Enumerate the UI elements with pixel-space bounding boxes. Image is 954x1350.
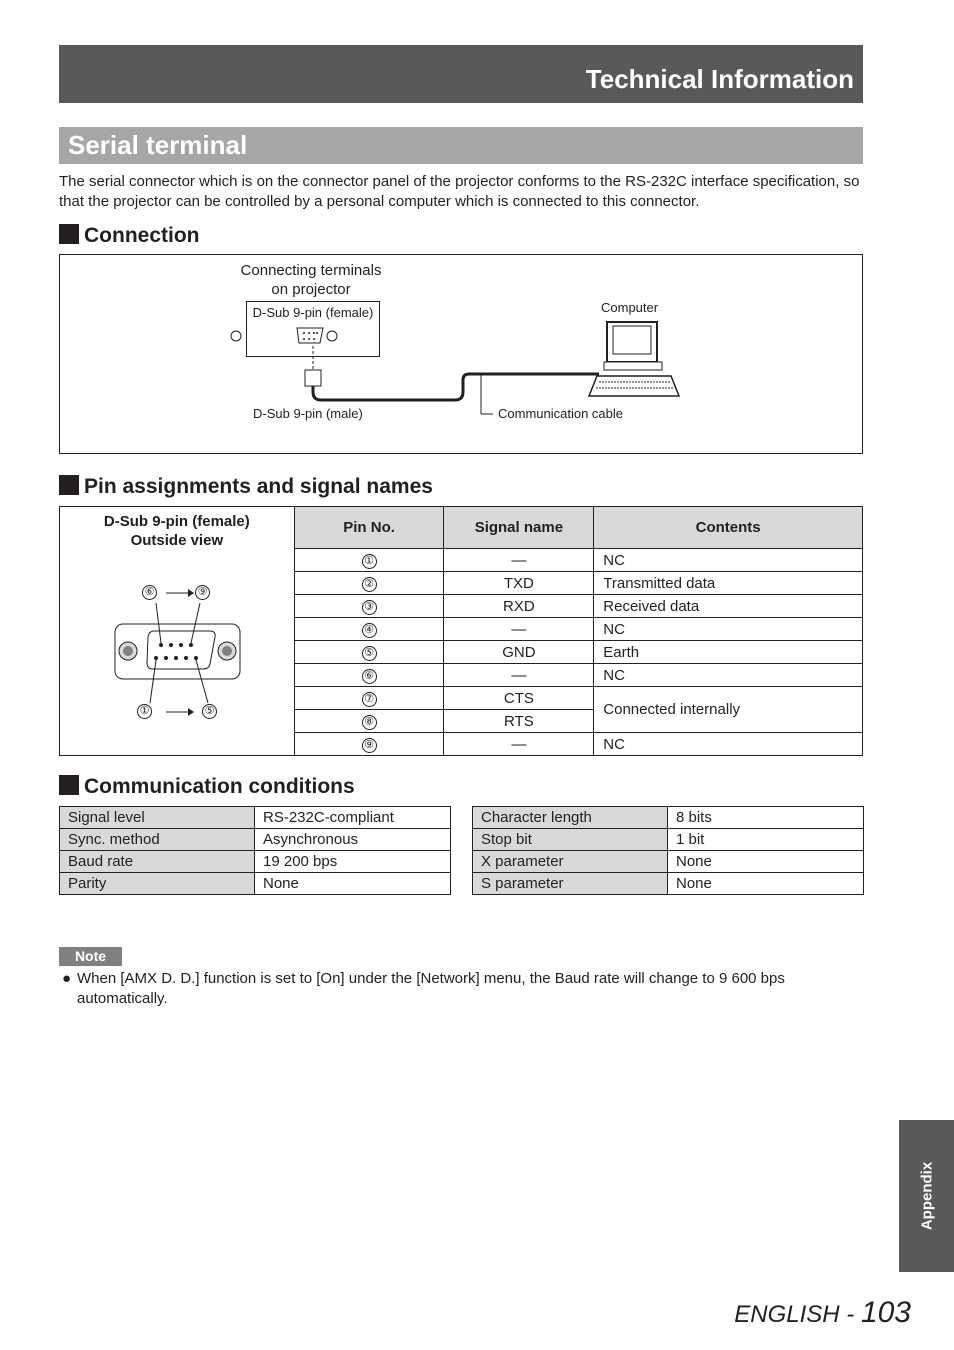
pin-number: ⑥	[362, 669, 377, 684]
pins-heading-text: Pin assignments and signal names	[84, 475, 433, 498]
signal-name: —	[444, 549, 594, 572]
condition-key: Parity	[60, 873, 255, 895]
conditions-table-left	[59, 806, 451, 895]
pin-number: ⑨	[362, 738, 377, 753]
conditions-table-right	[472, 806, 864, 895]
male-plug-icon	[305, 370, 321, 386]
pins-heading	[59, 475, 433, 499]
condition-key: X parameter	[473, 851, 668, 873]
cable-label: Communication cable	[498, 406, 624, 421]
conditions-heading-text: Communication conditions	[84, 775, 355, 798]
female-label: D-Sub 9-pin (female)	[252, 305, 374, 320]
condition-key: Sync. method	[60, 829, 255, 851]
table-row	[473, 807, 864, 829]
footer-language: ENGLISH -	[734, 1301, 861, 1328]
condition-key: Signal level	[60, 807, 255, 829]
view-title-line1: D-Sub 9-pin (female)	[103, 513, 250, 530]
condition-value: None	[668, 851, 864, 873]
view-title-line2: Outside view	[130, 532, 224, 549]
table-row	[60, 829, 451, 851]
signal-name: —	[444, 618, 594, 641]
signal-name: RTS	[444, 710, 594, 733]
male-label: D-Sub 9-pin (male)	[253, 406, 363, 421]
signal-name: TXD	[444, 572, 594, 595]
computer-label: Computer	[601, 300, 659, 315]
section-title: Serial terminal	[68, 130, 248, 160]
terminals-label-line1: Connecting terminals	[240, 262, 382, 279]
note-item	[62, 969, 852, 1009]
outside-view-cell	[60, 507, 295, 756]
contents: NC	[594, 549, 863, 572]
signal-name: GND	[444, 641, 594, 664]
condition-key: Stop bit	[473, 829, 668, 851]
header-title: Technical Information	[585, 64, 854, 94]
view-label-pin9: ⑨	[195, 585, 210, 600]
contents: NC	[594, 664, 863, 687]
connection-heading-text: Connection	[84, 224, 200, 247]
appendix-tab-label: Appendix	[918, 1161, 935, 1231]
communication-cable	[313, 374, 599, 400]
connection-heading	[59, 224, 200, 248]
col-contents: Contents	[594, 507, 863, 549]
view-label-pin1: ①	[137, 704, 152, 719]
page-number: 103	[860, 1296, 911, 1329]
condition-value: None	[255, 873, 451, 895]
heading-square-icon	[59, 775, 79, 795]
condition-key: Character length	[473, 807, 668, 829]
col-pin-no: Pin No.	[294, 507, 444, 549]
header-banner	[59, 45, 863, 103]
condition-value: 19 200 bps	[255, 851, 451, 873]
pin-table-header-row	[60, 507, 863, 549]
contents: NC	[594, 618, 863, 641]
condition-key: S parameter	[473, 873, 668, 895]
condition-value: Asynchronous	[255, 829, 451, 851]
heading-square-icon	[59, 475, 79, 495]
pin-number: ③	[362, 600, 377, 615]
condition-value: 1 bit	[668, 829, 864, 851]
signal-name: —	[444, 664, 594, 687]
conditions-heading	[59, 775, 355, 799]
table-row	[60, 807, 451, 829]
table-row	[473, 873, 864, 895]
condition-value: 8 bits	[668, 807, 864, 829]
view-label-pin5: ⑤	[202, 704, 217, 719]
note-badge: Note	[59, 947, 122, 966]
bullet-icon: ●	[62, 970, 72, 987]
heading-square-icon	[59, 224, 79, 244]
table-row	[60, 851, 451, 873]
note-text: When [AMX D. D.] function is set to [On] under the [Network] menu, the Baud rate will change to 9 600 bps automatically.	[77, 970, 785, 1007]
table-row	[473, 829, 864, 851]
contents: Received data	[594, 595, 863, 618]
pin-number: ⑦	[362, 692, 377, 707]
signal-name: CTS	[444, 687, 594, 710]
contents: NC	[594, 733, 863, 756]
computer-icon	[589, 322, 679, 396]
pin-number: ①	[362, 554, 377, 569]
signal-name: RXD	[444, 595, 594, 618]
contents: Earth	[594, 641, 863, 664]
condition-value: None	[668, 873, 864, 895]
intro-paragraph: The serial connector which is on the connector panel of the projector conforms to the RS-232C interface specification, so that the projector can be controlled by a personal computer which is connected to this connector.	[59, 173, 860, 210]
table-row	[473, 851, 864, 873]
table-row	[60, 873, 451, 895]
section-bar	[59, 127, 863, 164]
pin-number: ⑧	[362, 715, 377, 730]
condition-key: Baud rate	[60, 851, 255, 873]
pin-number: ②	[362, 577, 377, 592]
pin-number: ④	[362, 623, 377, 638]
page-footer	[734, 1296, 911, 1330]
pin-number: ⑤	[362, 646, 377, 661]
terminals-label-line2: on projector	[271, 281, 351, 298]
female-connector-icon	[231, 328, 337, 343]
contents: Connected internally	[594, 687, 863, 733]
pin-table	[59, 506, 863, 756]
appendix-tab	[899, 1120, 954, 1272]
view-label-pin6: ⑥	[142, 585, 157, 600]
outside-view-connector-icon	[60, 567, 295, 747]
condition-value: RS-232C-compliant	[255, 807, 451, 829]
connection-drawing	[59, 254, 863, 454]
col-signal-name: Signal name	[444, 507, 594, 549]
contents: Transmitted data	[594, 572, 863, 595]
signal-name: —	[444, 733, 594, 756]
